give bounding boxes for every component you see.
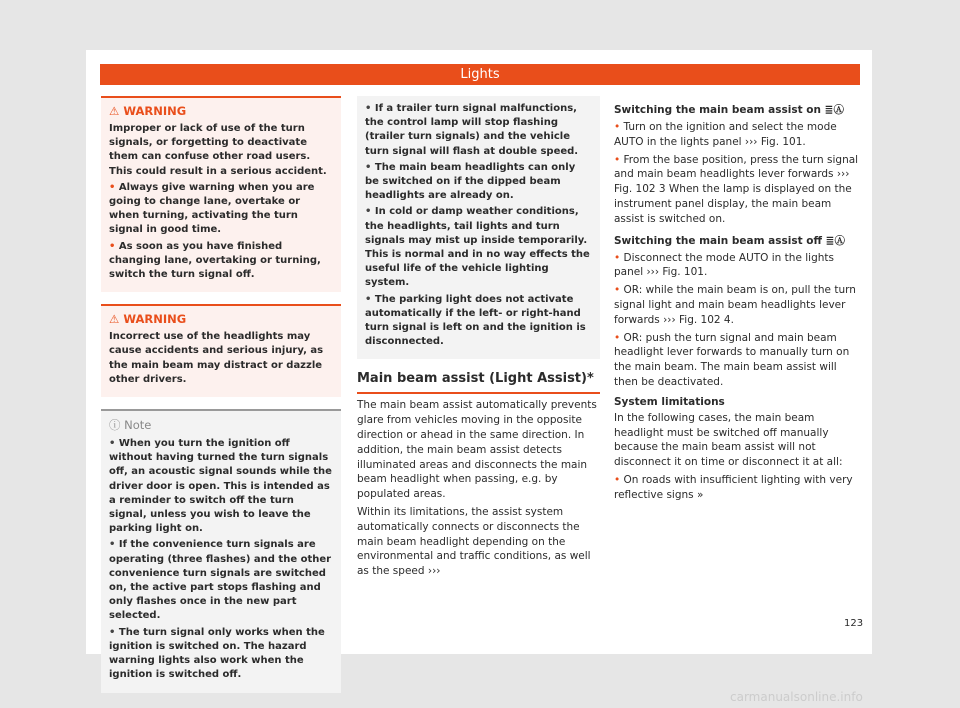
note-title: ⓘ Note (109, 418, 152, 433)
note-bullet: • The parking light does not activate automatically if the left- or right-hand turn signal is left on and the ignition is disconnected. (365, 293, 586, 348)
warning-icon: ⚠ (109, 104, 124, 118)
note-bullet: • The turn signal only works when the ignition is switched on. The hazard warning lights also work when the ignition is switched off. (109, 626, 325, 681)
warning-title: ⚠ WARNING (109, 312, 187, 327)
instruction-bullet: • OR: push the turn signal and main beam headlight lever forwards to manually turn on the main beam. The main beam assist will then be deactivated. (614, 331, 850, 388)
instruction-bullet: • Disconnect the mode AUTO in the lights panel ››› Fig. 101. (614, 251, 834, 279)
subheading-off: Switching the main beam assist off ≣Ⓐ (614, 234, 845, 247)
warning-bullet: • As soon as you have finished changing lane, overtaking or turning, switch the turn signal off. (109, 240, 321, 281)
page-number: 123 (844, 618, 864, 629)
note-bullet: • If the convenience turn signals are operating (three flashes) and the other convenience turn signals are switched on, the active part stops flashing and only flashes once in the new part selected. (109, 539, 332, 622)
note-bullet: • If a trailer turn signal malfunctions, the control lamp will stop flashing (trailer turn signals) and the vehicle turn signal will flash at double speed. (365, 103, 579, 157)
instruction-bullet: • OR: while the main beam is on, pull the turn signal light and main beam headlights lever forwards ››› Fig. 102 4. (614, 284, 856, 326)
subheading-limits: System limitations (614, 395, 725, 408)
info-icon: ⓘ (109, 418, 125, 433)
note-bullet: • When you turn the ignition off without having turned the turn signals off, an acoustic signal sounds while the driver door is open. This is intended as a reminder to switch off the turn signal, unless you wish to leave the parking light on. (109, 438, 332, 535)
warning-box-headlights (101, 304, 341, 397)
instruction-bullet: • From the base position, press the turn signal and main beam headlights lever forwards ››› Fig. 102 3 When the lamp is displayed on the instrument panel display, the main beam assist is switched on. (614, 153, 859, 225)
subheading-on: Switching the main beam assist on ≣Ⓐ (614, 104, 844, 116)
warning-title: ⚠ WARNING (109, 104, 187, 118)
intro-paragraph: Within its limitations, the assist system automatically connects or disconnects the main beam headlight depending on the environmental and traffic conditions, as well as the speed ››› (357, 506, 591, 578)
main-beam-assist-icon: ≣Ⓐ (824, 104, 844, 116)
column-right (614, 96, 860, 506)
intro-paragraph: The main beam assist automatically prevents glare from vehicles moving in the opposite direction or ahead in the same direction. In addition, the main beam assist detects illuminated areas and disconnects the main beam headlight when passing, e.g. by populated areas. (357, 399, 597, 501)
warning-text: Improper or lack of use of the turn signals, or forgetting to deactivate them can confuse other road users. This could result in a serious accident. (109, 123, 327, 177)
main-beam-assist-icon: ≣Ⓐ (825, 234, 845, 247)
warning-icon: ⚠ (109, 312, 124, 327)
limits-bullet: • On roads with insufficient lighting with very reflective signs » (614, 473, 853, 501)
continue-mark: » (696, 488, 704, 501)
column-middle (357, 96, 600, 582)
warning-bullet: • Always give warning when you are going to change lane, overtake or when turning, activating the turn signal in good time. (109, 181, 315, 236)
note-box-continued (357, 96, 600, 359)
limits-paragraph: In the following cases, the main beam headlight must be switched off manually because the main beam assist will not disconnect it on time or disconnect it at all: (614, 411, 843, 469)
section-title: Main beam assist (Light Assist)* (357, 371, 600, 394)
warning-text: Incorrect use of the headlights may cause accidents and serious injury, as the main beam may distract or dazzle other drivers. (109, 331, 324, 385)
instruction-bullet: • Turn on the ignition and select the mode AUTO in the lights panel ››› Fig. 101. (614, 121, 837, 148)
watermark: carmanualsonline.info (730, 690, 863, 704)
note-box (101, 409, 341, 692)
note-bullet: • In cold or damp weather conditions, the headlights, tail lights and turn signals may mist up inside temporarily. This is normal and in no way effects the useful life of the vehicle lighting system. (365, 206, 590, 289)
page-header: Lights (100, 64, 860, 85)
note-bullet: • The main beam headlights can only be switched on if the dipped beam headlights are already on. (365, 161, 576, 202)
column-left (101, 96, 341, 705)
warning-box-turn-signals (101, 96, 341, 292)
